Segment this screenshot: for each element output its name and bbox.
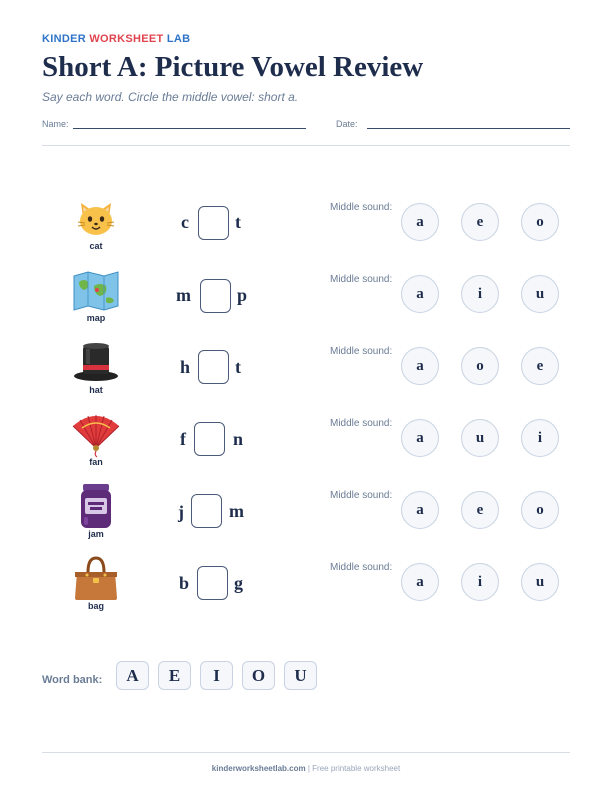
vowel-blank[interactable] [194, 422, 225, 456]
vowel-choice[interactable]: a [401, 491, 439, 529]
picture-word: bag [87, 601, 104, 611]
exercise-row [0, 556, 612, 628]
word-bank-tile[interactable]: U [284, 661, 317, 690]
jam-jar-icon [70, 484, 122, 530]
middle-sound-label: Middle sound: [330, 418, 393, 429]
footer-separator: | [307, 764, 310, 773]
footer-site: kinderworksheetlab.com [211, 764, 306, 773]
first-letter: j [178, 502, 184, 522]
footer [0, 764, 612, 773]
last-letter: t [235, 212, 241, 232]
brand-word-2: WORKSHEET [89, 33, 164, 45]
vowel-choice[interactable]: a [401, 419, 439, 457]
vowel-choice[interactable]: e [521, 347, 559, 385]
exercise-row [0, 268, 612, 340]
middle-sound-label: Middle sound: [330, 490, 393, 501]
footer-divider [42, 752, 570, 753]
exercise-row [0, 412, 612, 484]
brand-word-1: KINDER [42, 33, 86, 45]
vowel-choice[interactable]: u [461, 419, 499, 457]
word-bank-tile[interactable]: O [242, 661, 275, 690]
top-hat-icon [70, 340, 122, 386]
vowel-choice[interactable]: e [461, 491, 499, 529]
picture-word: fan [89, 457, 103, 467]
footer-note: Free printable worksheet [312, 764, 401, 773]
picture-word: map [86, 313, 106, 323]
word-bank-tile[interactable]: A [116, 661, 149, 690]
folding-fan-icon [70, 412, 122, 458]
first-letter: b [179, 573, 190, 593]
first-letter: f [180, 429, 186, 449]
header-divider [42, 145, 570, 146]
vowel-blank[interactable] [198, 206, 229, 240]
first-letter: c [181, 212, 189, 232]
name-field[interactable] [73, 128, 306, 129]
vowel-choice[interactable]: o [521, 203, 559, 241]
picture-word: hat [89, 385, 103, 395]
word-bank-tile[interactable]: I [200, 661, 233, 690]
vowel-choice[interactable]: e [461, 203, 499, 241]
vowel-choice[interactable]: a [401, 275, 439, 313]
vowel-choice[interactable]: o [521, 491, 559, 529]
map-icon [70, 268, 122, 314]
vowel-blank[interactable] [197, 566, 228, 600]
first-letter: h [180, 357, 191, 377]
vowel-blank[interactable] [200, 279, 231, 313]
vowel-choice[interactable]: u [521, 563, 559, 601]
vowel-choice[interactable]: i [521, 419, 559, 457]
middle-sound-label: Middle sound: [330, 202, 393, 213]
brand-word-3: LAB [166, 33, 191, 45]
vowel-blank[interactable] [198, 350, 229, 384]
last-letter: m [229, 501, 244, 521]
page-title: Short A: Picture Vowel Review [42, 51, 424, 83]
vowel-blank[interactable] [191, 494, 222, 528]
middle-sound-label: Middle sound: [330, 562, 393, 573]
vowel-choice[interactable]: a [401, 347, 439, 385]
vowel-choice[interactable]: o [461, 347, 499, 385]
word-bank-label: Word bank: [42, 674, 103, 686]
last-letter: g [234, 573, 243, 593]
exercise-row [0, 196, 612, 268]
word-bank-tile[interactable]: E [158, 661, 191, 690]
vowel-choice[interactable]: i [461, 275, 499, 313]
last-letter: p [237, 285, 248, 305]
first-letter: m [176, 285, 191, 305]
brand-logo [42, 33, 190, 45]
cat-face-icon [70, 196, 122, 242]
name-label: Name: [42, 119, 69, 129]
vowel-choice[interactable]: a [401, 203, 439, 241]
date-label: Date: [336, 119, 358, 129]
middle-sound-label: Middle sound: [330, 346, 393, 357]
vowel-choice[interactable]: i [461, 563, 499, 601]
last-letter: t [235, 357, 241, 377]
middle-sound-label: Middle sound: [330, 274, 393, 285]
exercise-row [0, 340, 612, 412]
exercise-row [0, 484, 612, 556]
picture-word: jam [88, 529, 104, 539]
handbag-icon [70, 556, 122, 602]
instructions: Say each word. Circle the middle vowel: short a. [42, 90, 299, 104]
picture-word: cat [89, 241, 103, 251]
date-field[interactable] [367, 128, 570, 129]
last-letter: n [233, 429, 244, 449]
vowel-choice[interactable]: a [401, 563, 439, 601]
vowel-choice[interactable]: u [521, 275, 559, 313]
